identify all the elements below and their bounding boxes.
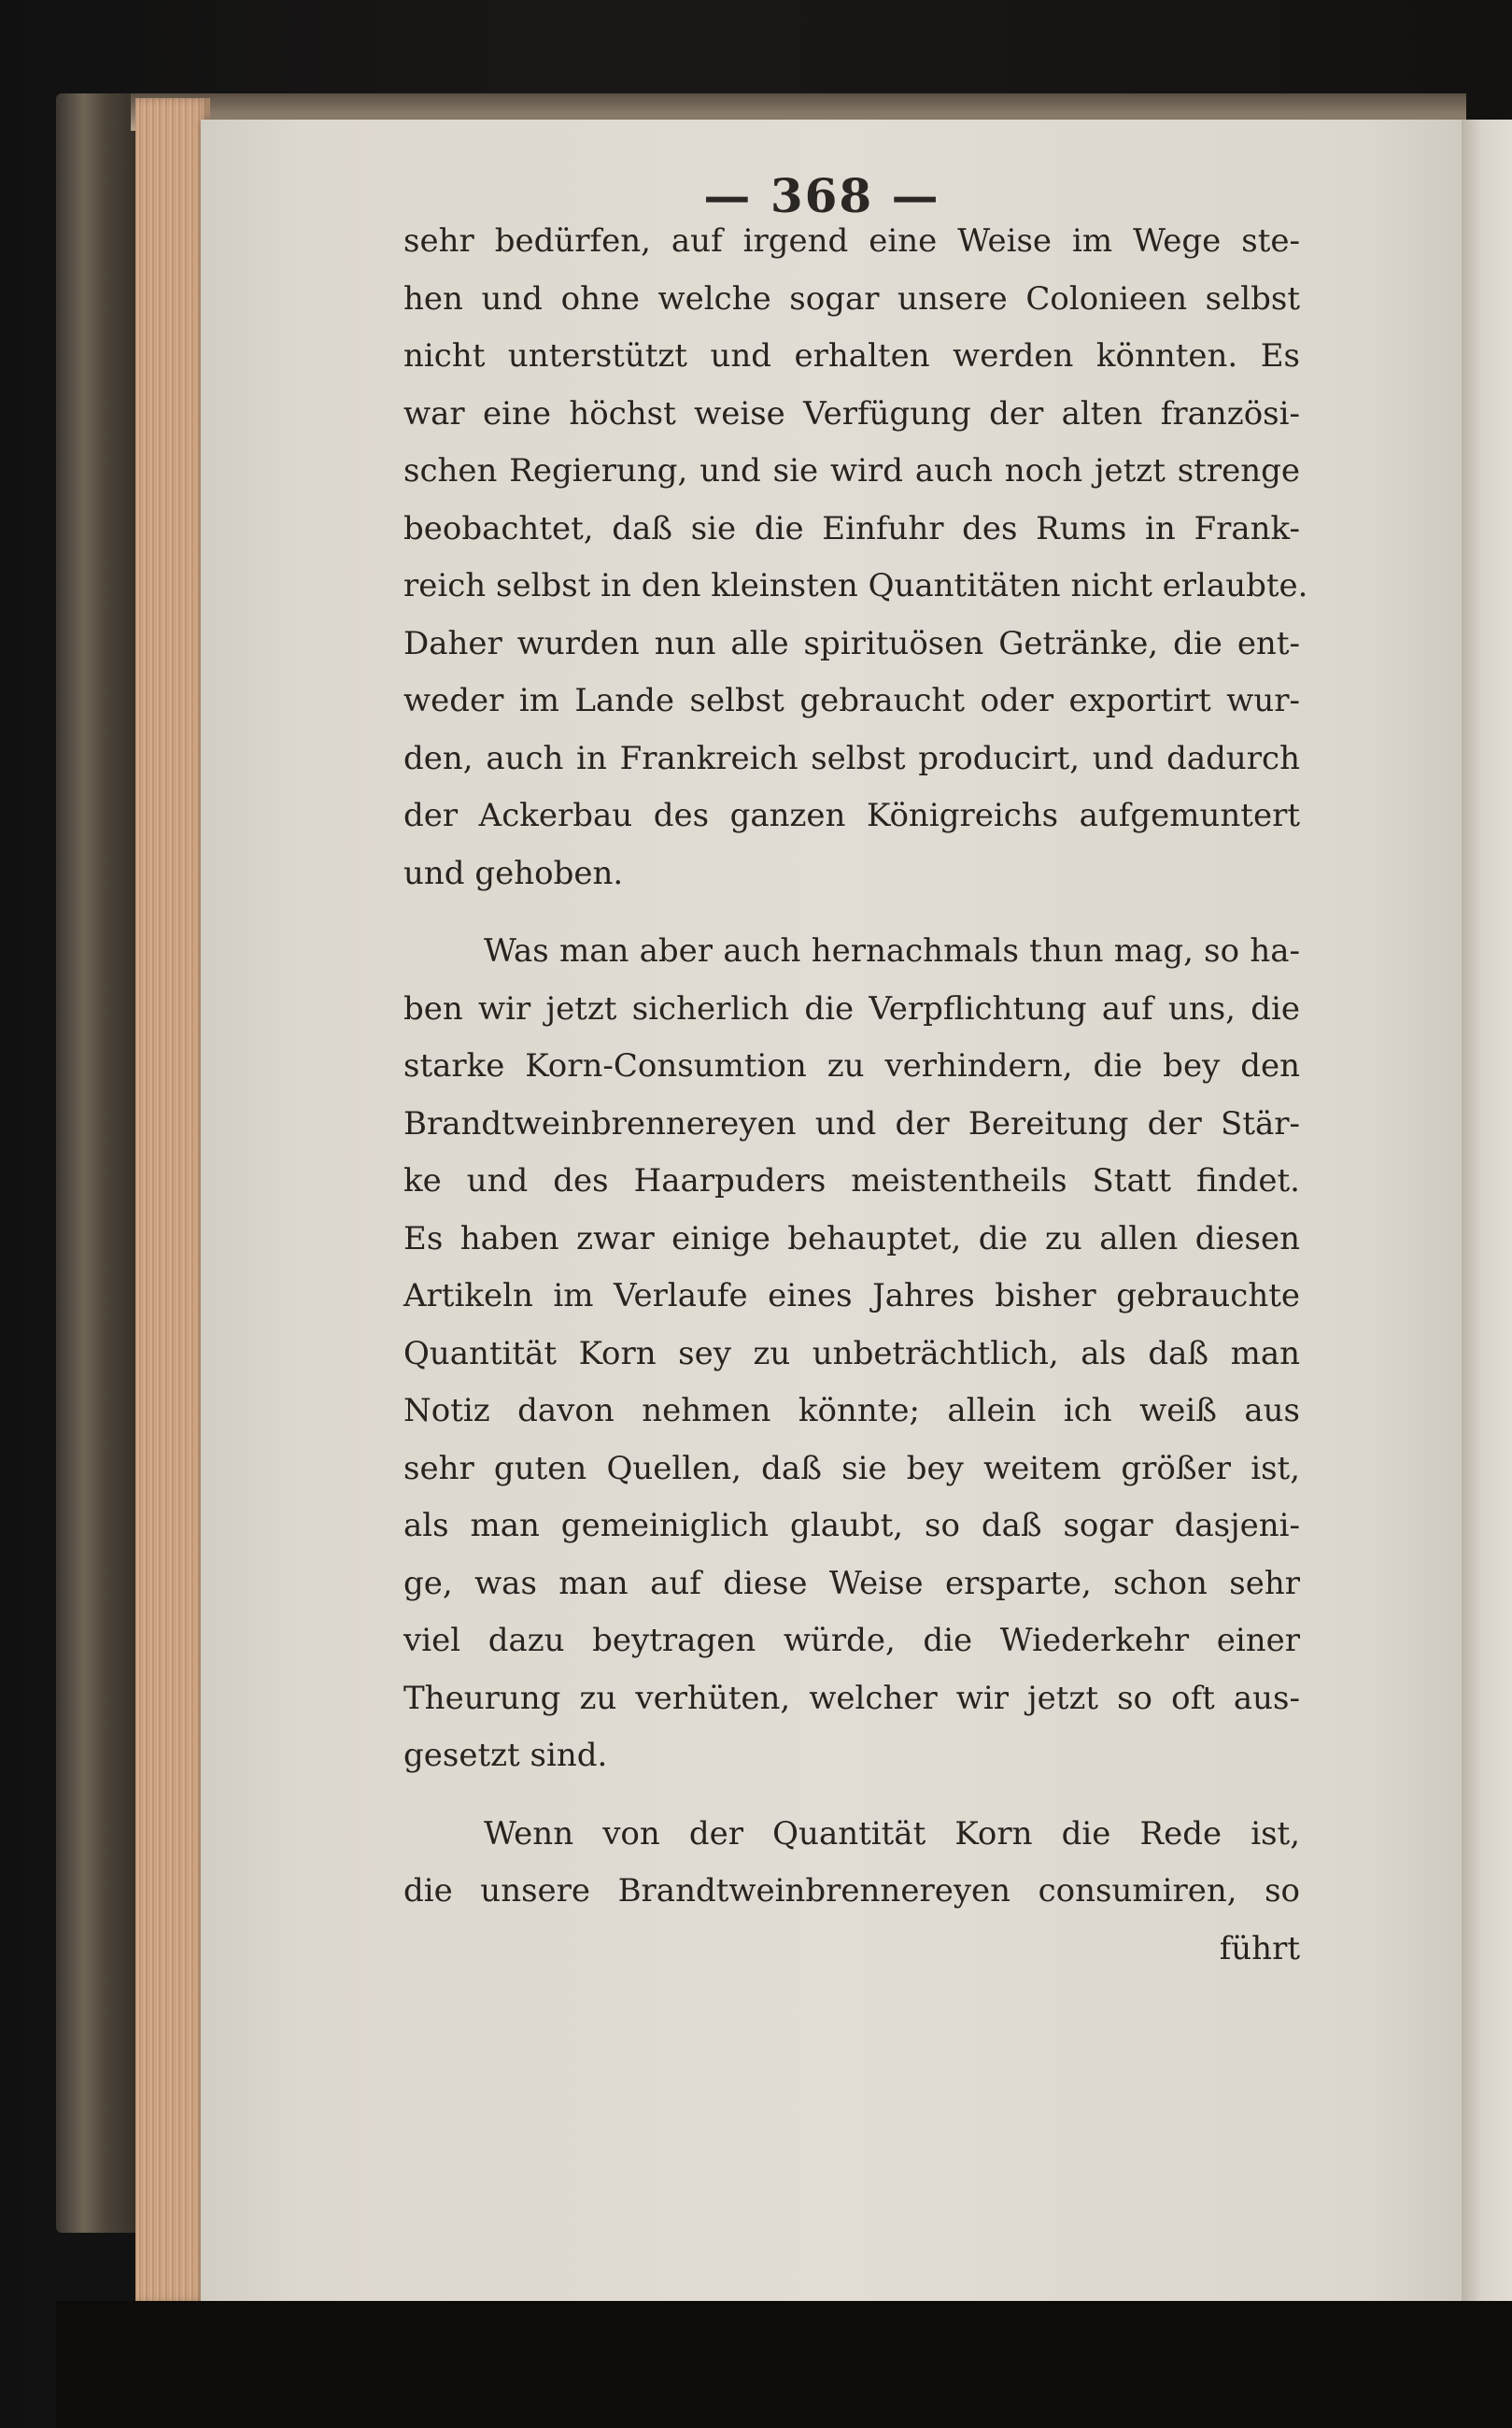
text-line: Quantität Korn sey zu unbeträchtlich, als daß man [403, 1334, 1300, 1372]
text-line: und gehoben. [403, 854, 624, 892]
text-line: gesetzt sind. [403, 1737, 608, 1774]
text-line: viel dazu beytragen würde, die Wiederkehr einer [403, 1622, 1300, 1659]
text-line: ke und des Haarpuders meistentheils Statt findet. [403, 1162, 1300, 1200]
text-line: der Ackerbau des ganzen Königreichs aufgemuntert [403, 797, 1300, 834]
catchword: führt [1219, 1929, 1300, 1967]
text-line: die unsere Brandtweinbrennereyen consumiren, so [403, 1872, 1300, 1910]
text-line: hen und ohne welche sogar unsere Colonieen selbst [403, 279, 1300, 318]
text-line: sehr bedürfen, auf irgend eine Weise im Wege ste- [403, 222, 1300, 260]
text-line: nicht unterstützt und erhalten werden könnten. Es [403, 337, 1300, 375]
paragraph-3 [403, 1806, 1300, 1921]
text-line: Es haben zwar einige behauptet, die zu allen diesen [403, 1219, 1300, 1257]
text-line: sehr guten Quellen, daß sie bey weitem größer ist, [403, 1449, 1300, 1487]
text-line: ge, was man auf diese Weise ersparte, schon sehr [403, 1564, 1300, 1602]
text-line: Was man aber auch hernachmals thun mag, so ha- [484, 932, 1300, 970]
page-number-header: — 368 — [703, 168, 940, 223]
text-line: schen Regierung, und sie wird auch noch jetzt strenge [403, 452, 1300, 490]
bottom-shadow [56, 2301, 1512, 2428]
paragraph-2 [403, 923, 1300, 1785]
text-line: Daher wurden nun alle spirituösen Getränke, die ent- [403, 624, 1300, 662]
text-line: weder im Lande selbst gebraucht oder exportirt wur- [403, 682, 1300, 719]
text-line: reich selbst in den kleinsten Quantitäten nicht erlaubte. [403, 567, 1308, 604]
text-line: war eine höchst weise Verfügung der alten französi- [403, 394, 1300, 433]
text-line: beobachtet, daß sie die Einfuhr des Rums in Frank- [403, 509, 1300, 547]
paragraph-gap [403, 902, 1300, 923]
text-line: Notiz davon nehmen könnte; allein ich weiß aus [403, 1392, 1300, 1429]
text-line: Theurung zu verhüten, welcher wir jetzt so oft aus- [403, 1679, 1300, 1717]
text-line: Brandtweinbrennereyen und der Bereitung der Stär- [403, 1104, 1300, 1143]
text-line: den, auch in Frankreich selbst producirt, und dadurch [403, 739, 1300, 777]
text-line: starke Korn-Consumtion zu verhindern, die bey den [403, 1047, 1300, 1085]
text-line: ben wir jetzt sicherlich die Verpflichtung auf uns, die [403, 989, 1300, 1028]
paragraph-gap [403, 1785, 1300, 1806]
page-edges [135, 98, 210, 2303]
text-line: als man gemeiniglich glaubt, so daß sogar dasjeni- [403, 1507, 1300, 1544]
text-line: Wenn von der Quantität Korn die Rede ist, [484, 1814, 1300, 1853]
page-text [403, 213, 1308, 1978]
facing-page-edge [1462, 120, 1512, 2301]
text-line: Artikeln im Verlaufe eines Jahres bisher gebrauchte [403, 1277, 1300, 1314]
paragraph-1 [403, 213, 1308, 902]
